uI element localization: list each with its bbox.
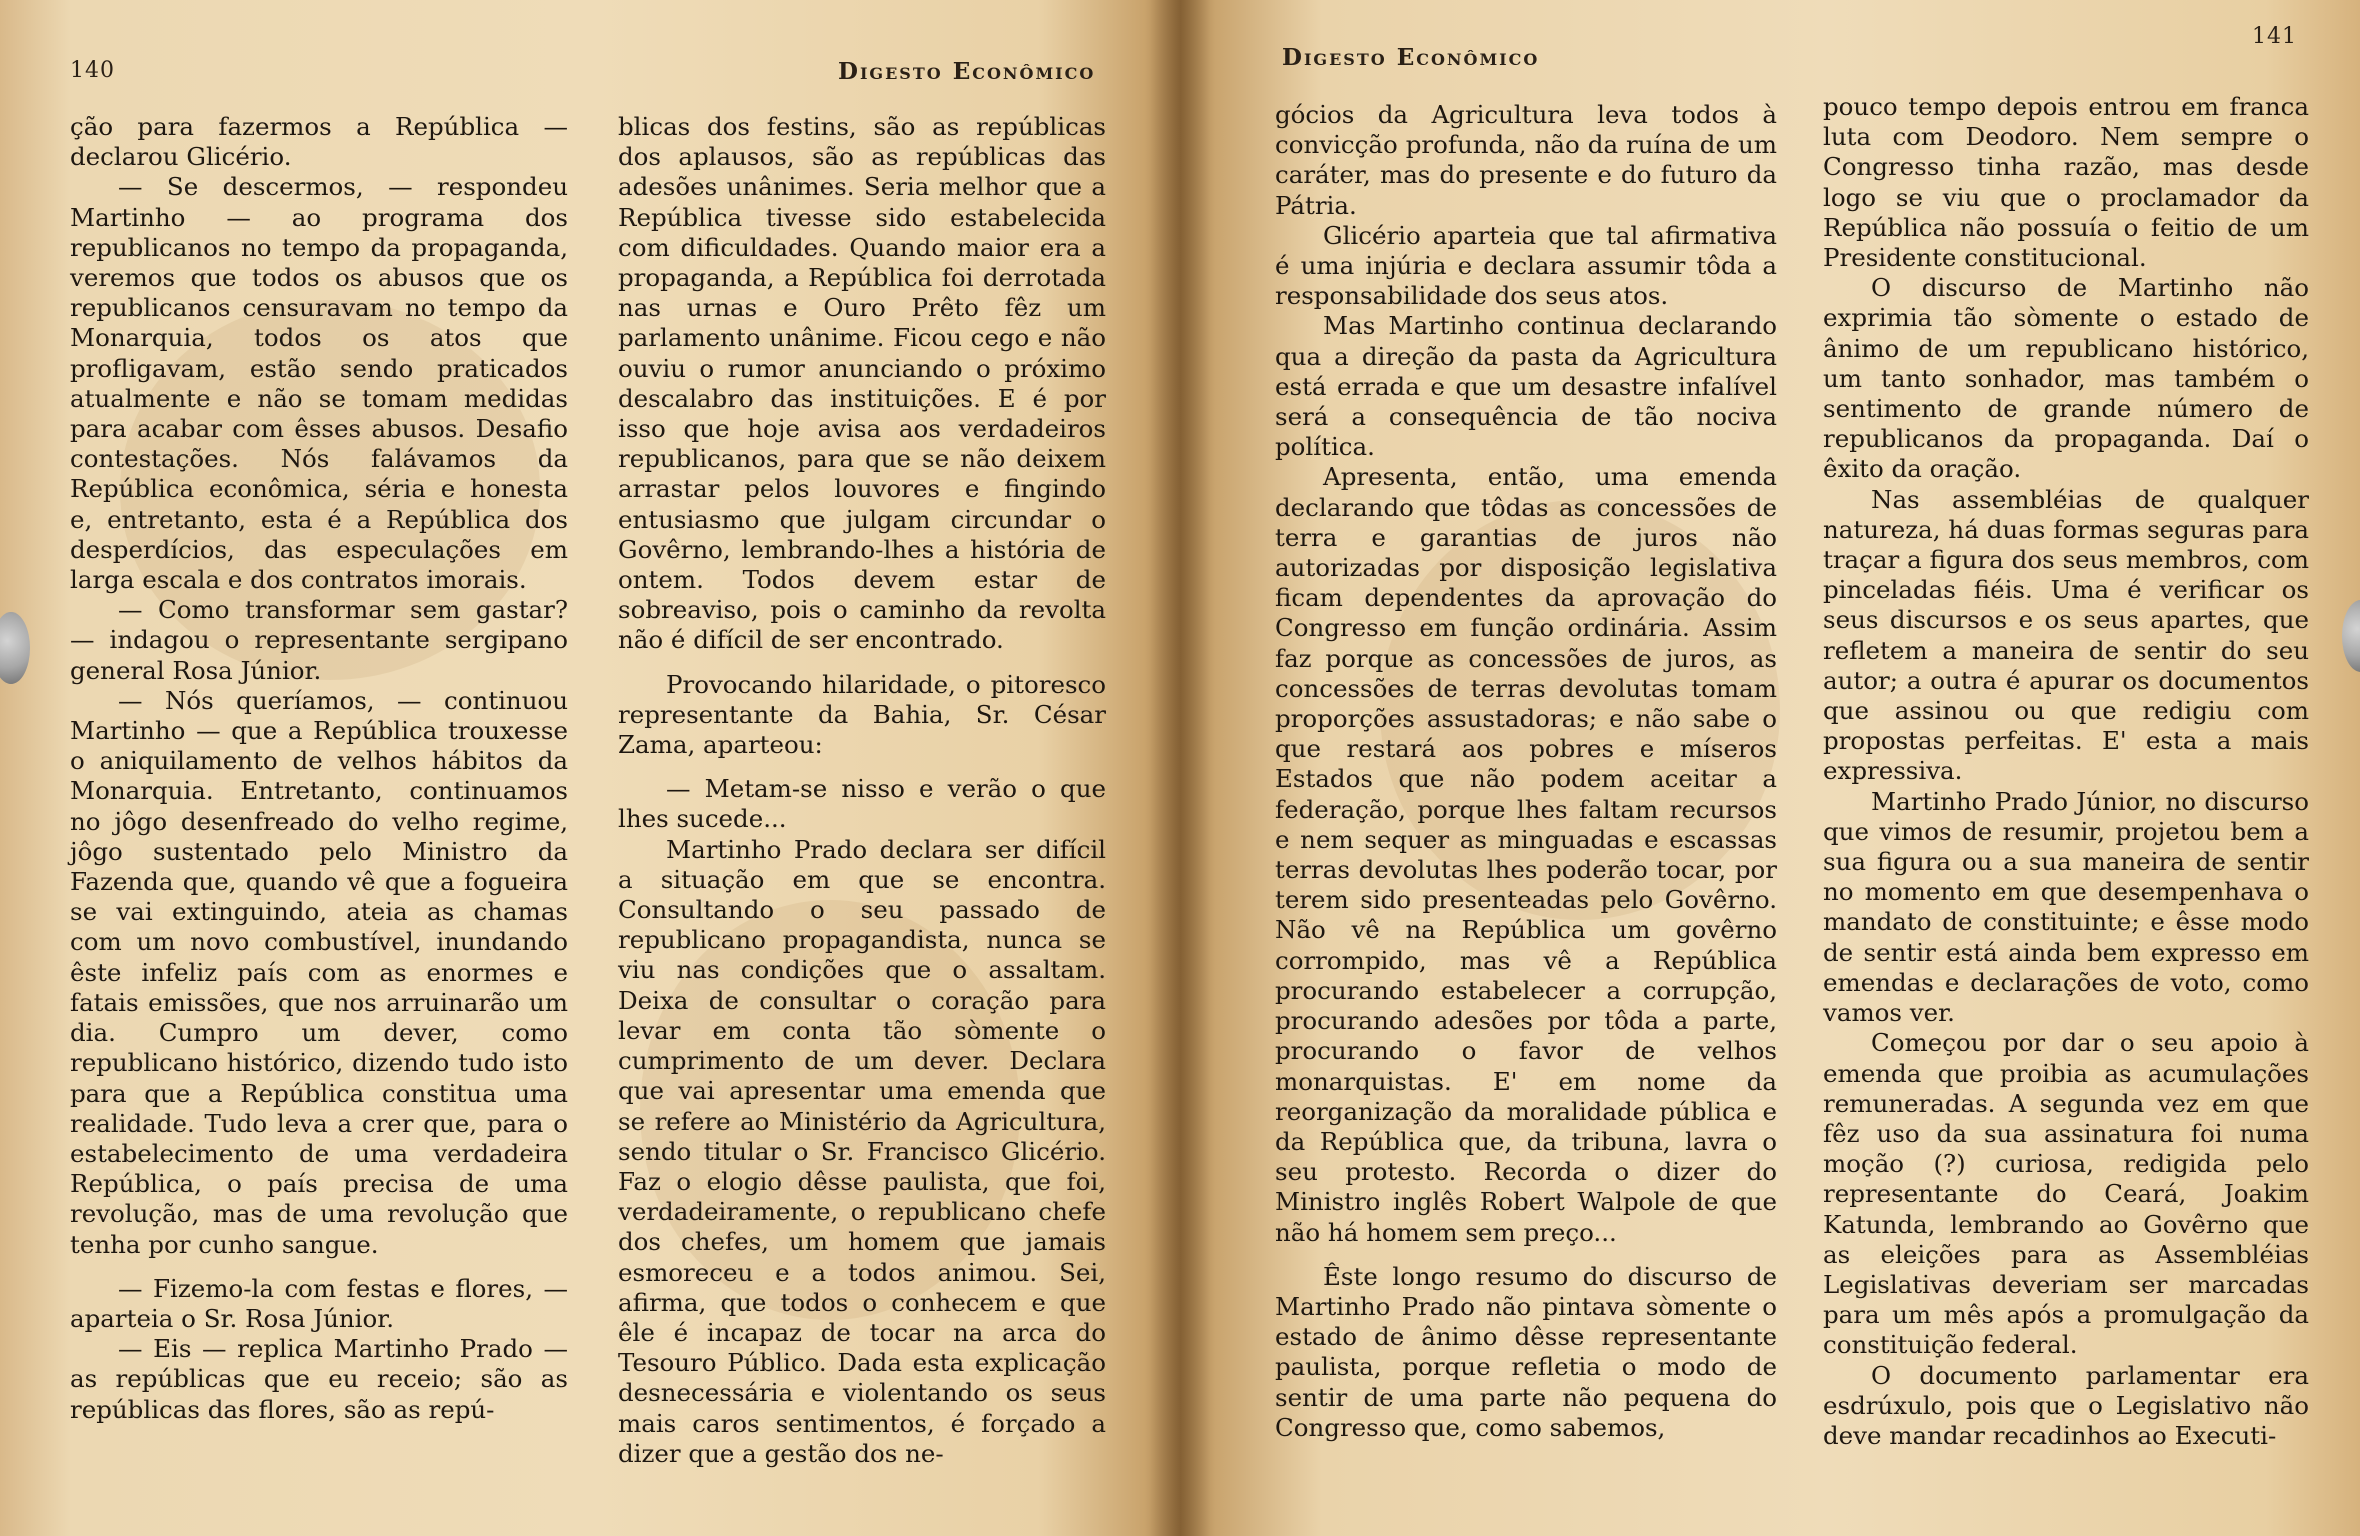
- binding-hole-right: [2342, 600, 2360, 672]
- right-column-1: [1275, 100, 1777, 1443]
- right-page-number: 141: [2252, 24, 2297, 49]
- left-column-1: [70, 112, 568, 1425]
- right-page: [1180, 0, 2360, 1536]
- right-running-head: Digesto Econômico: [1282, 44, 1540, 71]
- paragraph: — Fizemo-la com festas e flores, — aparteia o Sr. Rosa Júnior.: [70, 1273, 568, 1333]
- right-column-2: [1823, 92, 2309, 1451]
- paragraph: Começou por dar o seu apoio à emenda que proibia as acumulações remuneradas. A segunda vez em que fêz uso da sua assinatura foi numa moção (?) curiosa, redigida pelo representante do Ceará, Joakim Katunda, lembrando ao Govêrno que as eleições para as Assembléias Legislativas deveriam ser marcadas para um mês após a promulgação da constituição federal.: [1823, 1028, 2309, 1360]
- left-column-2: [618, 112, 1106, 1469]
- left-running-head: Digesto Econômico: [838, 58, 1096, 85]
- paragraph: — Se descermos, — respondeu Martinho — ao programa dos republicanos no tempo da propaganda, veremos que todos os abusos que os republicanos censuravam no tempo da Monarquia, todos os atos que profligavam, estão sendo praticados atualmente e não se tomam medidas para acabar com êsses abusos. Desafio contestações. Nós falávamos da República econômica, séria e honesta e, entretanto, esta é a República dos desperdícios, das especulações em larga escala e dos contratos imorais.: [70, 172, 568, 595]
- paragraph: Martinho Prado Júnior, no discurso que vimos de resumir, projetou bem a sua figura ou a sua maneira de sentir no momento em que desempenhava o mandato de constituinte; e êsse modo de sentir está ainda bem expresso em emendas e declarações de voto, como vamos ver.: [1823, 786, 2309, 1028]
- paragraph: pouco tempo depois entrou em franca luta com Deodoro. Nem sempre o Congresso tinha razão, mas desde logo se viu que o proclamador da República não possuía o feitio de um Presidente constitucional.: [1823, 92, 2309, 273]
- paragraph: Glicério aparteia que tal afirmativa é uma injúria e declara assumir tôda a responsabilidade dos seus atos.: [1275, 220, 1777, 311]
- paragraph: — Eis — replica Martinho Prado — as repúblicas que eu receio; são as repúblicas das flores, são as repú-: [70, 1334, 568, 1424]
- paragraph: gócios da Agricultura leva todos à convicção profunda, não da ruína de um caráter, mas do presente e do futuro da Pátria.: [1275, 100, 1777, 220]
- paragraph: — Como transformar sem gastar? — indagou o representante sergipano general Rosa Júnior.: [70, 595, 568, 685]
- paragraph: Nas assembléias de qualquer natureza, há duas formas seguras para traçar a figura dos seus membros, com pinceladas fiéis. Uma é verificar os seus discursos e os seus apartes, que refletem a maneira de sentir do seu autor; a outra é apurar os documentos que assinou ou que redigiu com propostas perfeitas. E' esta a mais expressiva.: [1823, 484, 2309, 786]
- paragraph: Êste longo resumo do discurso de Martinho Prado não pintava sòmente o estado de ânimo dêsse representante paulista, porque refletia o modo de sentir de uma parte não pequena do Congresso que, como sabemos,: [1275, 1261, 1777, 1442]
- left-page-number: 140: [70, 58, 115, 83]
- paragraph: blicas dos festins, são as repúblicas dos aplausos, são as repúblicas das adesões unânimes. Seria melhor que a República tivesse sido estabelecida com dificuldades. Quando maior era a propaganda, a República foi derrotada nas urnas e Ouro Prêto fêz um parlamento unânime. Ficou cego e não ouviu o rumor anunciando o próximo descalabro das instituições. E é por isso que hoje avisa aos verdadeiros republicanos, para que se não deixem arrastar pelos louvores e fingindo entusiasmo que julgam circundar o Govêrno, lembrando-lhes a história de ontem. Todos devem estar de sobreaviso, pois o caminho da revolta não é difícil de ser encontrado.: [618, 112, 1106, 655]
- paragraph: O documento parlamentar era esdrúxulo, pois que o Legislativo não deve mandar recadinhos ao Executi-: [1823, 1360, 2309, 1450]
- book-gutter: [1150, 0, 1210, 1536]
- paragraph: Martinho Prado declara ser difícil a situação em que se encontra. Consultando o seu passado de republicano propagandista, nunca se viu nas condições que o assaltam. Deixa de consultar o coração para levar em conta tão sòmente o cumprimento de um dever. Declara que vai apresentar uma emenda que se refere ao Ministério da Agricultura, sendo titular o Sr. Francisco Glicério. Faz o elogio dêsse paulista, que foi, verdadeiramente, o republicano chefe dos chefes, um homem que jamais esmoreceu e a todos animou. Sei, afirma, que todos o conhecem e que êle é incapaz de tocar na arca do Tesouro Público. Dada esta explicação desnecessária e violentando os seus mais caros sentimentos, é forçado a dizer que a gestão dos ne-: [618, 834, 1106, 1468]
- paragraph: O discurso de Martinho não exprimia tão sòmente o estado de ânimo de um republicano histórico, um tanto sonhador, mas também o sentimento de grande número de republicanos da propaganda. Daí o êxito da oração.: [1823, 273, 2309, 484]
- paragraph: ção para fazermos a República — declarou Glicério.: [70, 112, 568, 172]
- paragraph: Apresenta, então, uma emenda declarando que tôdas as concessões de terra e garantias de juros não autorizadas por disposição legislativa ficam dependentes da aprovação do Congresso em função ordinária. Assim faz porque as concessões de juros, as concessões de terras devolutas tomam proporções assustadoras; e não sabe o que restará aos pobres e míseros Estados que não podem aceitar a federação, porque lhes faltam recursos e nem sequer as minguadas e escassas terras devolutas lhes poderão tocar, por terem sido presenteadas pelo Govêrno. Não vê na República um govêrno corrompido, mas vê a República procurando estabelecer a corrupção, procurando adesões por tôda a parte, procurando o favor de velhos monarquistas. E' em nome da reorganização da moralidade pública e da República que, da tribuna, lavra o seu protesto. Recorda o dizer do Ministro inglês Robert Walpole de que não há homem sem preço...: [1275, 462, 1777, 1247]
- paragraph: — Metam-se nisso e verão o que lhes sucede...: [618, 774, 1106, 834]
- paragraph: Provocando hilaridade, o pitoresco representante da Bahia, Sr. César Zama, aparteou:: [618, 669, 1106, 760]
- paragraph: Mas Martinho continua declarando qua a direção da pasta da Agricultura está errada e que um desastre infalível será a consequência de tão nociva política.: [1275, 311, 1777, 462]
- binding-hole-left: [0, 612, 30, 684]
- paragraph: — Nós queríamos, — continuou Martinho — que a República trouxesse o aniquilamento de velhos hábitos da Monarquia. Entretanto, continuamos no jôgo desenfreado do velho regime, jôgo sustentado pelo Ministro da Fazenda que, quando vê que a fogueira se vai extinguindo, ateia as chamas com um novo combustível, inundando êste infeliz país com as enormes e fatais emissões, que nos arruinarão um dia. Cumpro um dever, como republicano histórico, dizendo tudo isto para que a República constitua uma realidade. Tudo leva a crer que, para o estabelecimento de uma verdadeira República, o país precisa de uma revolução, mas de uma revolução que tenha por cunho sangue.: [70, 685, 568, 1259]
